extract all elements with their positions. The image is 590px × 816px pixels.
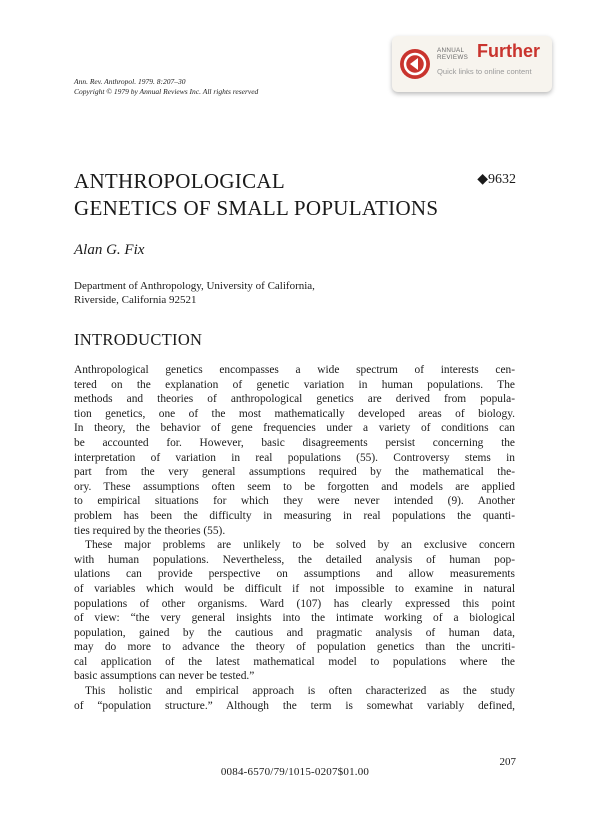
article-title — [74, 168, 438, 222]
title-line-1: ANTHROPOLOGICAL — [74, 169, 285, 193]
title-line-2: GENETICS OF SMALL POPULATIONS — [74, 196, 439, 220]
further-banner[interactable] — [392, 36, 552, 92]
affiliation-line-2: Riverside, California 92521 — [74, 294, 197, 306]
body-line: ties required by the theories (55). — [74, 524, 226, 537]
journal-header — [74, 77, 258, 97]
body-line: of variables which would be difficult if not impossible to examine in natural — [74, 582, 515, 595]
body-line: to empirical situations for which they were never intended (9). Another — [74, 495, 515, 508]
body-line: may do more to advance the theory of population genetics than the uncriti- — [74, 641, 515, 654]
body-line: cal application of the latest mathematical model to populations where the — [74, 655, 515, 668]
article-code: 0084-6570/79/1015-0207$01.00 — [220, 766, 370, 778]
body-line: tered on the explanation of genetic variation in human populations. The — [74, 378, 515, 391]
banner-annual: ANNUAL — [437, 47, 465, 54]
body-line: methods and theories of anthropological genetics are derived from popula- — [74, 393, 515, 406]
author-name: Alan G. Fix — [74, 242, 145, 258]
body-line: Anthropological genetics encompasses a wide spectrum of interests cen- — [74, 364, 515, 376]
body-line: This holistic and empirical approach is often characterized as the study — [85, 685, 515, 698]
arrow-left-icon — [400, 49, 430, 79]
banner-brand — [437, 47, 473, 62]
body-text — [74, 363, 515, 713]
body-line: of view: “the very general insights into the intimate working of a biological — [74, 612, 515, 625]
body-line: part from the very general assumptions required by the mathematical the- — [74, 466, 515, 479]
section-heading: INTRODUCTION — [74, 330, 203, 349]
journal-copyright: Copyright © 1979 by Annual Reviews Inc. All rights reserved — [74, 87, 259, 96]
affiliation — [74, 279, 315, 307]
body-line: of “population structure.” Although the term is somewhat variably defined, — [74, 699, 515, 712]
reference-number: ◆9632 — [477, 172, 516, 187]
banner-further: Further — [477, 41, 540, 61]
body-line: interpretation of variation in real populations (55). Controversy stems in — [74, 451, 515, 464]
affiliation-line-1: Department of Anthropology, University of California, — [74, 280, 315, 292]
body-line: population, gained by the cautious and pragmatic analysis of human data, — [74, 626, 515, 639]
banner-reviews: REVIEWS — [437, 54, 469, 62]
body-line: These major problems are unlikely to be solved by an exclusive concern — [85, 539, 515, 552]
body-line: be accounted for. However, basic disagreements persist concerning the — [74, 436, 515, 449]
page-number: 207 — [499, 756, 516, 768]
body-line: basic assumptions can never be tested.” — [74, 670, 255, 683]
body-line: ulations can provide perspective on assumptions and allow measurements — [74, 568, 515, 581]
body-line: In theory, the behavior of gene frequencies under a variety of conditions can — [74, 422, 515, 435]
journal-citation: Ann. Rev. Anthropol. 1979. 8:207–30 — [74, 77, 186, 86]
body-line: problem has been the difficulty in measuring in real populations the quanti- — [74, 509, 515, 522]
body-line: with human populations. Nevertheless, the detailed analysis of human pop- — [74, 553, 515, 566]
body-line: populations of other organisms. Ward (107) has clearly expressed this point — [74, 597, 515, 610]
banner-subtitle: Quick links to online content — [437, 67, 532, 76]
body-line: ory. These assumptions often seem to be forgotten and models are applied — [74, 480, 515, 493]
body-line: tion genetics, one of the most mathematically developed areas of biology. — [74, 407, 515, 420]
